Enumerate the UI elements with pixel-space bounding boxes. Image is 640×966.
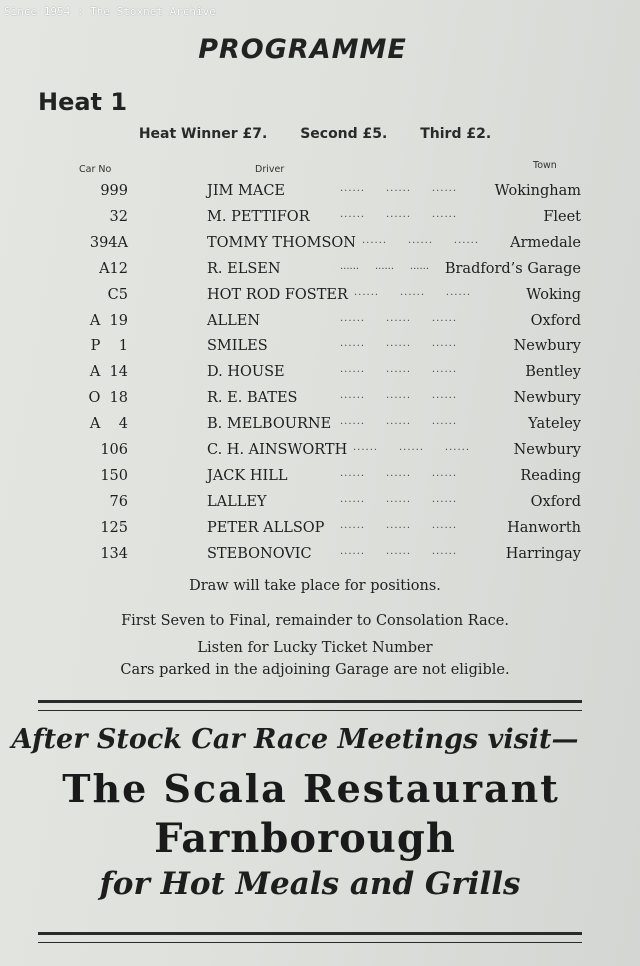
dot-leader: ...... ...... ...... bbox=[340, 493, 458, 505]
town-name: Wokingham bbox=[494, 183, 581, 199]
car-number: 32 bbox=[109, 208, 128, 225]
dot-leader: ...... ...... ...... bbox=[340, 519, 458, 531]
table-row bbox=[0, 364, 640, 390]
table-row bbox=[0, 287, 640, 313]
driver-name: R. E. BATES bbox=[207, 390, 298, 407]
car-number: P 1 bbox=[90, 338, 128, 355]
town-name: Fleet bbox=[543, 208, 581, 225]
table-row bbox=[0, 468, 640, 494]
dot-leader: ...... ...... ...... bbox=[353, 442, 471, 453]
driver-name: D. HOUSE bbox=[207, 364, 285, 381]
table-row bbox=[0, 235, 640, 261]
car-number: 76 bbox=[109, 493, 128, 510]
dot-leader: ...... ...... ...... bbox=[340, 338, 458, 350]
divider-top bbox=[38, 700, 582, 711]
car-number: 394A bbox=[89, 234, 128, 251]
column-header-driver: Driver bbox=[255, 164, 285, 175]
town-name: Hanworth bbox=[507, 519, 581, 536]
dot-leader: ...... ...... ...... bbox=[340, 545, 458, 557]
dot-leader: ...... ...... ...... bbox=[362, 234, 480, 246]
table-row bbox=[0, 390, 640, 416]
dot-leader: ...... ...... ...... bbox=[340, 260, 430, 272]
prize-third: Third £2. bbox=[420, 126, 492, 142]
note-garage: Cars parked in the adjoining Garage are not eligible. bbox=[120, 662, 510, 678]
town-name: Bradford’s Garage bbox=[444, 260, 581, 277]
column-header-car: Car No bbox=[79, 164, 112, 175]
car-number: C5 bbox=[107, 286, 128, 303]
town-name: Yateley bbox=[528, 416, 581, 433]
dot-leader: ...... ...... ...... bbox=[340, 312, 458, 324]
dot-leader: ...... ...... ...... bbox=[354, 286, 472, 298]
town-name: Oxford bbox=[530, 493, 581, 510]
advert-restaurant-name: The Scala Restaurant bbox=[62, 766, 560, 811]
advert-tagline: for Hot Meals and Grills bbox=[99, 866, 521, 902]
car-number: 106 bbox=[100, 442, 128, 458]
archive-watermark: Since 1954 : The Stoxnet Archive bbox=[4, 5, 216, 18]
dot-leader: ...... ...... ...... bbox=[340, 390, 458, 402]
car-number: 134 bbox=[100, 545, 128, 562]
prize-second: Second £5. bbox=[300, 126, 388, 142]
car-number: A 14 bbox=[89, 364, 128, 381]
town-name: Newbury bbox=[513, 338, 581, 355]
car-number: A 19 bbox=[89, 312, 128, 329]
table-row bbox=[0, 416, 640, 442]
column-header-town: Town bbox=[533, 160, 557, 171]
town-name: Harringay bbox=[505, 545, 581, 562]
table-row bbox=[0, 546, 640, 572]
advert-line-visit: After Stock Car Race Meetings visit— bbox=[11, 724, 579, 755]
car-number: O 18 bbox=[88, 390, 128, 407]
driver-name: TOMMY THOMSON bbox=[207, 234, 356, 251]
dot-leader: ...... ...... ...... bbox=[340, 467, 458, 479]
table-row bbox=[0, 313, 640, 339]
town-name: Oxford bbox=[530, 312, 581, 329]
heat-heading: Heat 1 bbox=[38, 88, 128, 116]
table-row bbox=[0, 209, 640, 235]
town-name: Woking bbox=[526, 286, 581, 303]
car-number: 999 bbox=[100, 183, 128, 199]
driver-name: JACK HILL bbox=[207, 467, 288, 484]
driver-name: ALLEN bbox=[207, 312, 261, 329]
driver-name: PETER ALLSOP bbox=[207, 519, 325, 536]
driver-name: HOT ROD FOSTER bbox=[207, 286, 348, 303]
divider-bottom bbox=[38, 932, 582, 943]
car-number: 125 bbox=[100, 519, 128, 536]
table-row bbox=[0, 261, 640, 287]
car-number: A 4 bbox=[89, 416, 128, 433]
driver-name: JIM MACE bbox=[207, 183, 285, 199]
driver-name: SMILES bbox=[207, 338, 268, 355]
prize-winner: Heat Winner £7. bbox=[138, 126, 268, 142]
town-name: Newbury bbox=[513, 442, 581, 458]
town-name: Bentley bbox=[525, 364, 581, 381]
dot-leader: ...... ...... ...... bbox=[340, 183, 458, 194]
driver-name: M. PETTIFOR bbox=[207, 208, 310, 225]
note-final: First Seven to Final, remainder to Consolation Race. bbox=[121, 613, 509, 629]
driver-name: STEBONOVIC bbox=[207, 545, 312, 562]
driver-name: R. ELSEN bbox=[207, 260, 281, 277]
advert-location: Farnborough bbox=[154, 815, 456, 862]
town-name: Reading bbox=[520, 467, 581, 484]
note-lucky-ticket: Listen for Lucky Ticket Number bbox=[197, 640, 433, 656]
driver-name: LALLEY bbox=[207, 493, 267, 510]
table-row bbox=[0, 338, 640, 364]
table-row bbox=[0, 442, 640, 468]
car-number: A12 bbox=[99, 260, 128, 277]
prize-money bbox=[0, 126, 630, 142]
dot-leader: ...... ...... ...... bbox=[340, 416, 458, 428]
town-name: Newbury bbox=[513, 390, 581, 407]
programme-title: PROGRAMME bbox=[198, 34, 407, 65]
car-number: 150 bbox=[100, 467, 128, 484]
note-draw: Draw will take place for positions. bbox=[189, 578, 441, 594]
driver-name: C. H. AINSWORTH bbox=[207, 442, 348, 458]
dot-leader: ...... ...... ...... bbox=[340, 208, 458, 220]
table-row bbox=[0, 494, 640, 520]
table-row bbox=[0, 183, 640, 209]
town-name: Armedale bbox=[510, 234, 581, 251]
dot-leader: ...... ...... ...... bbox=[340, 364, 458, 376]
driver-name: B. MELBOURNE bbox=[207, 416, 332, 433]
table-row bbox=[0, 520, 640, 546]
